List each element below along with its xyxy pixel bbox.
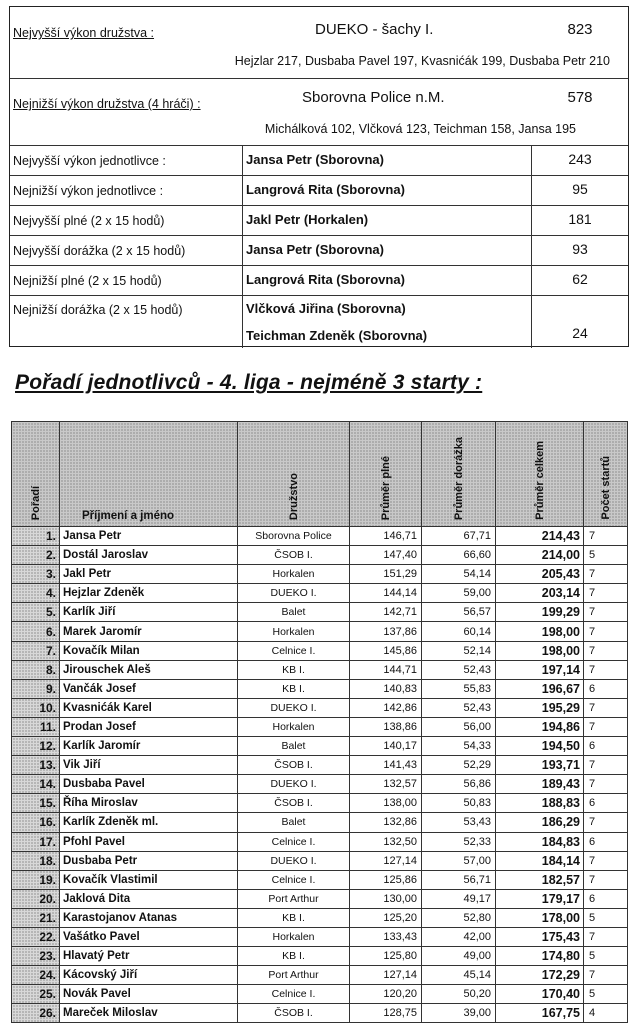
table-row (12, 794, 628, 813)
table-row (12, 1004, 628, 1023)
starts-count: 6 (584, 832, 628, 851)
worst-team-label: Nejnižší výkon družstva (4 hráči) : (13, 97, 201, 111)
average-full: 151,29 (350, 565, 422, 584)
average-total: 184,83 (496, 832, 584, 851)
average-full: 132,50 (350, 832, 422, 851)
table-row (12, 775, 628, 794)
starts-count: 7 (584, 756, 628, 775)
table-row (12, 813, 628, 832)
table-row (12, 737, 628, 756)
average-full: 128,75 (350, 1004, 422, 1023)
rank-position: 23. (12, 947, 60, 966)
average-clear: 52,14 (422, 641, 496, 660)
team-name: KB I. (238, 908, 350, 927)
team-name: Port Arthur (238, 966, 350, 985)
average-clear: 49,00 (422, 947, 496, 966)
rank-position: 2. (12, 546, 60, 565)
rank-position: 7. (12, 641, 60, 660)
table-row (12, 546, 628, 565)
player-name: Vik Jiří (60, 756, 238, 775)
table-row (12, 966, 628, 985)
team-name: KB I. (238, 679, 350, 698)
average-full: 127,14 (350, 966, 422, 985)
player-name: Jansa Petr (60, 527, 238, 546)
player-name: Mareček Miloslav (60, 1004, 238, 1023)
average-total: 184,14 (496, 851, 584, 870)
player-name: Kácovský Jiří (60, 966, 238, 985)
record-label: Nejnižší dorážka (2 x 15 hodů) (13, 303, 183, 317)
average-total: 175,43 (496, 927, 584, 946)
record-row (10, 145, 628, 176)
rank-position: 15. (12, 794, 60, 813)
player-name: Kovačík Vlastimil (60, 870, 238, 889)
rank-position: 11. (12, 717, 60, 736)
table-row (12, 698, 628, 717)
table-row (12, 622, 628, 641)
record-player: Langrová Rita (Sborovna) (246, 182, 405, 197)
rank-position: 9. (12, 679, 60, 698)
starts-count: 6 (584, 889, 628, 908)
average-full: 120,20 (350, 985, 422, 1004)
team-name: DUEKO I. (238, 775, 350, 794)
player-name: Kovačík Milan (60, 641, 238, 660)
team-name: KB I. (238, 660, 350, 679)
table-row (12, 889, 628, 908)
rank-position: 4. (12, 584, 60, 603)
record-value: 95 (572, 181, 588, 197)
best-team-value: 823 (567, 21, 593, 38)
starts-count: 7 (584, 813, 628, 832)
player-name: Hlavatý Petr (60, 947, 238, 966)
average-full: 145,86 (350, 641, 422, 660)
record-label: Nejvyšší výkon jednotlivce : (13, 154, 166, 168)
table-row (12, 603, 628, 622)
average-clear: 56,86 (422, 775, 496, 794)
starts-count: 7 (584, 584, 628, 603)
player-name: Novák Pavel (60, 985, 238, 1004)
average-total: 174,80 (496, 947, 584, 966)
team-name: ČSOB I. (238, 756, 350, 775)
average-clear: 50,20 (422, 985, 496, 1004)
average-full: 137,86 (350, 622, 422, 641)
average-full: 142,86 (350, 698, 422, 717)
player-name: Hejzlar Zdeněk (60, 584, 238, 603)
starts-count: 7 (584, 603, 628, 622)
average-clear: 53,43 (422, 813, 496, 832)
average-total: 178,00 (496, 908, 584, 927)
record-label: Nejvyšší dorážka (2 x 15 hodů) (13, 244, 186, 258)
table-row (12, 908, 628, 927)
team-name: ČSOB I. (238, 794, 350, 813)
team-name: Horkalen (238, 622, 350, 641)
average-full: 130,00 (350, 889, 422, 908)
team-name: ČSOB I. (238, 1004, 350, 1023)
average-full: 127,14 (350, 851, 422, 870)
player-name: Dostál Jaroslav (60, 546, 238, 565)
rank-position: 22. (12, 927, 60, 946)
starts-count: 5 (584, 947, 628, 966)
record-row (10, 175, 628, 206)
starts-count: 7 (584, 660, 628, 679)
column-header-team: Družstvo (238, 422, 350, 527)
rank-position: 20. (12, 889, 60, 908)
player-name: Vašátko Pavel (60, 927, 238, 946)
player-name: Pfohl Pavel (60, 832, 238, 851)
average-clear: 49,17 (422, 889, 496, 908)
rank-position: 26. (12, 1004, 60, 1023)
rank-position: 17. (12, 832, 60, 851)
team-name: Balet (238, 813, 350, 832)
average-full: 146,71 (350, 527, 422, 546)
rank-position: 12. (12, 737, 60, 756)
starts-count: 7 (584, 565, 628, 584)
average-full: 125,20 (350, 908, 422, 927)
average-total: 203,14 (496, 584, 584, 603)
player-name: Karlík Zdeněk ml. (60, 813, 238, 832)
record-value: 181 (568, 211, 592, 227)
average-full: 140,83 (350, 679, 422, 698)
team-name: Celnice I. (238, 832, 350, 851)
average-total: 198,00 (496, 622, 584, 641)
team-name: DUEKO I. (238, 698, 350, 717)
average-clear: 57,00 (422, 851, 496, 870)
average-clear: 56,00 (422, 717, 496, 736)
player-name: Marek Jaromír (60, 622, 238, 641)
average-clear: 52,29 (422, 756, 496, 775)
starts-count: 7 (584, 622, 628, 641)
table-row (12, 641, 628, 660)
record-row (10, 205, 628, 236)
column-header-total: Průměr celkem (496, 422, 584, 527)
individual-ranking-table (11, 421, 628, 1023)
average-clear: 67,71 (422, 527, 496, 546)
best-team-name: DUEKO - šachy I. (315, 21, 434, 38)
table-row (12, 947, 628, 966)
rank-position: 18. (12, 851, 60, 870)
average-clear: 56,57 (422, 603, 496, 622)
worst-team-detail: Michálková 102, Vlčková 123, Teichman 158, Jansa 195 (264, 122, 576, 136)
starts-count: 7 (584, 775, 628, 794)
average-full: 125,80 (350, 947, 422, 966)
average-full: 142,71 (350, 603, 422, 622)
record-row (10, 265, 628, 296)
column-header-full: Průměr plné (350, 422, 422, 527)
average-total: 189,43 (496, 775, 584, 794)
team-name: DUEKO I. (238, 584, 350, 603)
team-name: ČSOB I. (238, 546, 350, 565)
average-clear: 52,33 (422, 832, 496, 851)
average-full: 125,86 (350, 870, 422, 889)
record-player: Jansa Petr (Sborovna) (246, 242, 384, 257)
team-name: Horkalen (238, 927, 350, 946)
average-full: 141,43 (350, 756, 422, 775)
table-row (12, 584, 628, 603)
average-clear: 55,83 (422, 679, 496, 698)
column-header-clear: Průměr dorážka (422, 422, 496, 527)
average-total: 196,67 (496, 679, 584, 698)
player-name: Kvasnićák Karel (60, 698, 238, 717)
average-full: 138,00 (350, 794, 422, 813)
rank-position: 3. (12, 565, 60, 584)
starts-count: 7 (584, 527, 628, 546)
starts-count: 5 (584, 546, 628, 565)
table-row (12, 851, 628, 870)
player-name: Jakl Petr (60, 565, 238, 584)
record-value: 62 (572, 271, 588, 287)
table-row (12, 660, 628, 679)
average-clear: 59,00 (422, 584, 496, 603)
average-total: 170,40 (496, 985, 584, 1004)
best-team-detail: Hejzlar 217, Dusbaba Pavel 197, Kvasnićák 199, Dusbaba Petr 210 (234, 54, 610, 68)
rank-position: 21. (12, 908, 60, 927)
record-row-lowest-clear (10, 295, 628, 348)
average-clear: 42,00 (422, 927, 496, 946)
player-name: Karastojanov Atanas (60, 908, 238, 927)
average-full: 140,17 (350, 737, 422, 756)
average-total: 197,14 (496, 660, 584, 679)
average-total: 194,50 (496, 737, 584, 756)
average-total: 195,29 (496, 698, 584, 717)
average-full: 133,43 (350, 927, 422, 946)
starts-count: 5 (584, 908, 628, 927)
table-row (12, 565, 628, 584)
rank-position: 25. (12, 985, 60, 1004)
worst-team-row (10, 78, 628, 146)
record-label: Nejvyšší plné (2 x 15 hodů) (13, 214, 165, 228)
rank-position: 10. (12, 698, 60, 717)
rank-position: 8. (12, 660, 60, 679)
record-player: Vlčková Jiřina (Sborovna) (246, 301, 406, 316)
table-row (12, 870, 628, 889)
starts-count: 5 (584, 985, 628, 1004)
record-label: Nejnižší výkon jednotlivce : (13, 184, 164, 198)
starts-count: 4 (584, 1004, 628, 1023)
average-full: 147,40 (350, 546, 422, 565)
average-total: 205,43 (496, 565, 584, 584)
starts-count: 7 (584, 927, 628, 946)
starts-count: 7 (584, 698, 628, 717)
worst-team-name: Sborovna Police n.M. (302, 89, 445, 106)
record-player: Teichman Zdeněk (Sborovna) (246, 328, 428, 343)
table-row (12, 927, 628, 946)
player-name: Říha Miroslav (60, 794, 238, 813)
rank-position: 1. (12, 527, 60, 546)
average-clear: 50,83 (422, 794, 496, 813)
average-full: 144,71 (350, 660, 422, 679)
starts-count: 7 (584, 851, 628, 870)
player-name: Karlík Jiří (60, 603, 238, 622)
starts-count: 7 (584, 717, 628, 736)
record-player: Jansa Petr (Sborovna) (246, 152, 384, 167)
table-row (12, 756, 628, 775)
average-total: 188,83 (496, 794, 584, 813)
average-total: 193,71 (496, 756, 584, 775)
starts-count: 6 (584, 679, 628, 698)
average-total: 199,29 (496, 603, 584, 622)
average-full: 132,57 (350, 775, 422, 794)
record-value: 93 (572, 241, 588, 257)
average-full: 138,86 (350, 717, 422, 736)
average-clear: 52,43 (422, 698, 496, 717)
team-name: Celnice I. (238, 641, 350, 660)
records-summary (9, 6, 629, 347)
starts-count: 7 (584, 641, 628, 660)
record-label: Nejnižší plné (2 x 15 hodů) (13, 274, 162, 288)
average-total: 167,75 (496, 1004, 584, 1023)
average-total: 194,86 (496, 717, 584, 736)
team-name: Celnice I. (238, 985, 350, 1004)
column-header-name: Příjmení a jméno (60, 422, 238, 527)
rank-position: 14. (12, 775, 60, 794)
starts-count: 7 (584, 870, 628, 889)
team-name: KB I. (238, 947, 350, 966)
average-full: 132,86 (350, 813, 422, 832)
average-full: 144,14 (350, 584, 422, 603)
average-clear: 56,71 (422, 870, 496, 889)
average-clear: 45,14 (422, 966, 496, 985)
table-row (12, 527, 628, 546)
rank-position: 5. (12, 603, 60, 622)
player-name: Jaklová Dita (60, 889, 238, 908)
page-title: Pořadí jednotlivců - 4. liga - nejméně 3 starty : (15, 371, 483, 394)
column-header-starts: Počet startů (584, 422, 628, 527)
starts-count: 7 (584, 966, 628, 985)
record-value: 24 (572, 325, 588, 341)
rank-position: 16. (12, 813, 60, 832)
team-name: Balet (238, 737, 350, 756)
average-total: 198,00 (496, 641, 584, 660)
average-clear: 54,14 (422, 565, 496, 584)
record-player: Jakl Petr (Horkalen) (246, 212, 369, 227)
record-row (10, 235, 628, 266)
table-row (12, 985, 628, 1004)
column-header-pos: Pořadí (12, 422, 60, 527)
team-name: Horkalen (238, 565, 350, 584)
team-name: Balet (238, 603, 350, 622)
starts-count: 6 (584, 794, 628, 813)
rank-position: 6. (12, 622, 60, 641)
average-clear: 54,33 (422, 737, 496, 756)
average-total: 182,57 (496, 870, 584, 889)
table-row (12, 717, 628, 736)
rank-position: 24. (12, 966, 60, 985)
player-name: Jirouschek Aleš (60, 660, 238, 679)
average-clear: 52,43 (422, 660, 496, 679)
player-name: Vančák Josef (60, 679, 238, 698)
average-total: 186,29 (496, 813, 584, 832)
record-value: 243 (568, 151, 592, 167)
record-player: Langrová Rita (Sborovna) (246, 272, 405, 287)
average-clear: 39,00 (422, 1004, 496, 1023)
player-name: Dusbaba Petr (60, 851, 238, 870)
worst-team-value: 578 (567, 89, 593, 106)
average-clear: 60,14 (422, 622, 496, 641)
team-name: Port Arthur (238, 889, 350, 908)
best-team-label: Nejvyšší výkon družstva : (13, 26, 155, 40)
player-name: Prodan Josef (60, 717, 238, 736)
starts-count: 6 (584, 737, 628, 756)
player-name: Dusbaba Pavel (60, 775, 238, 794)
team-name: DUEKO I. (238, 851, 350, 870)
average-total: 172,29 (496, 966, 584, 985)
average-total: 214,43 (496, 527, 584, 546)
average-clear: 66,60 (422, 546, 496, 565)
table-header-row (12, 422, 628, 527)
rank-position: 19. (12, 870, 60, 889)
player-name: Karlík Jaromír (60, 737, 238, 756)
table-row (12, 679, 628, 698)
team-name: Celnice I. (238, 870, 350, 889)
rank-position: 13. (12, 756, 60, 775)
best-team-row (10, 7, 628, 79)
average-clear: 52,80 (422, 908, 496, 927)
team-name: Horkalen (238, 717, 350, 736)
team-name: Sborovna Police (238, 527, 350, 546)
average-total: 214,00 (496, 546, 584, 565)
average-total: 179,17 (496, 889, 584, 908)
table-row (12, 832, 628, 851)
